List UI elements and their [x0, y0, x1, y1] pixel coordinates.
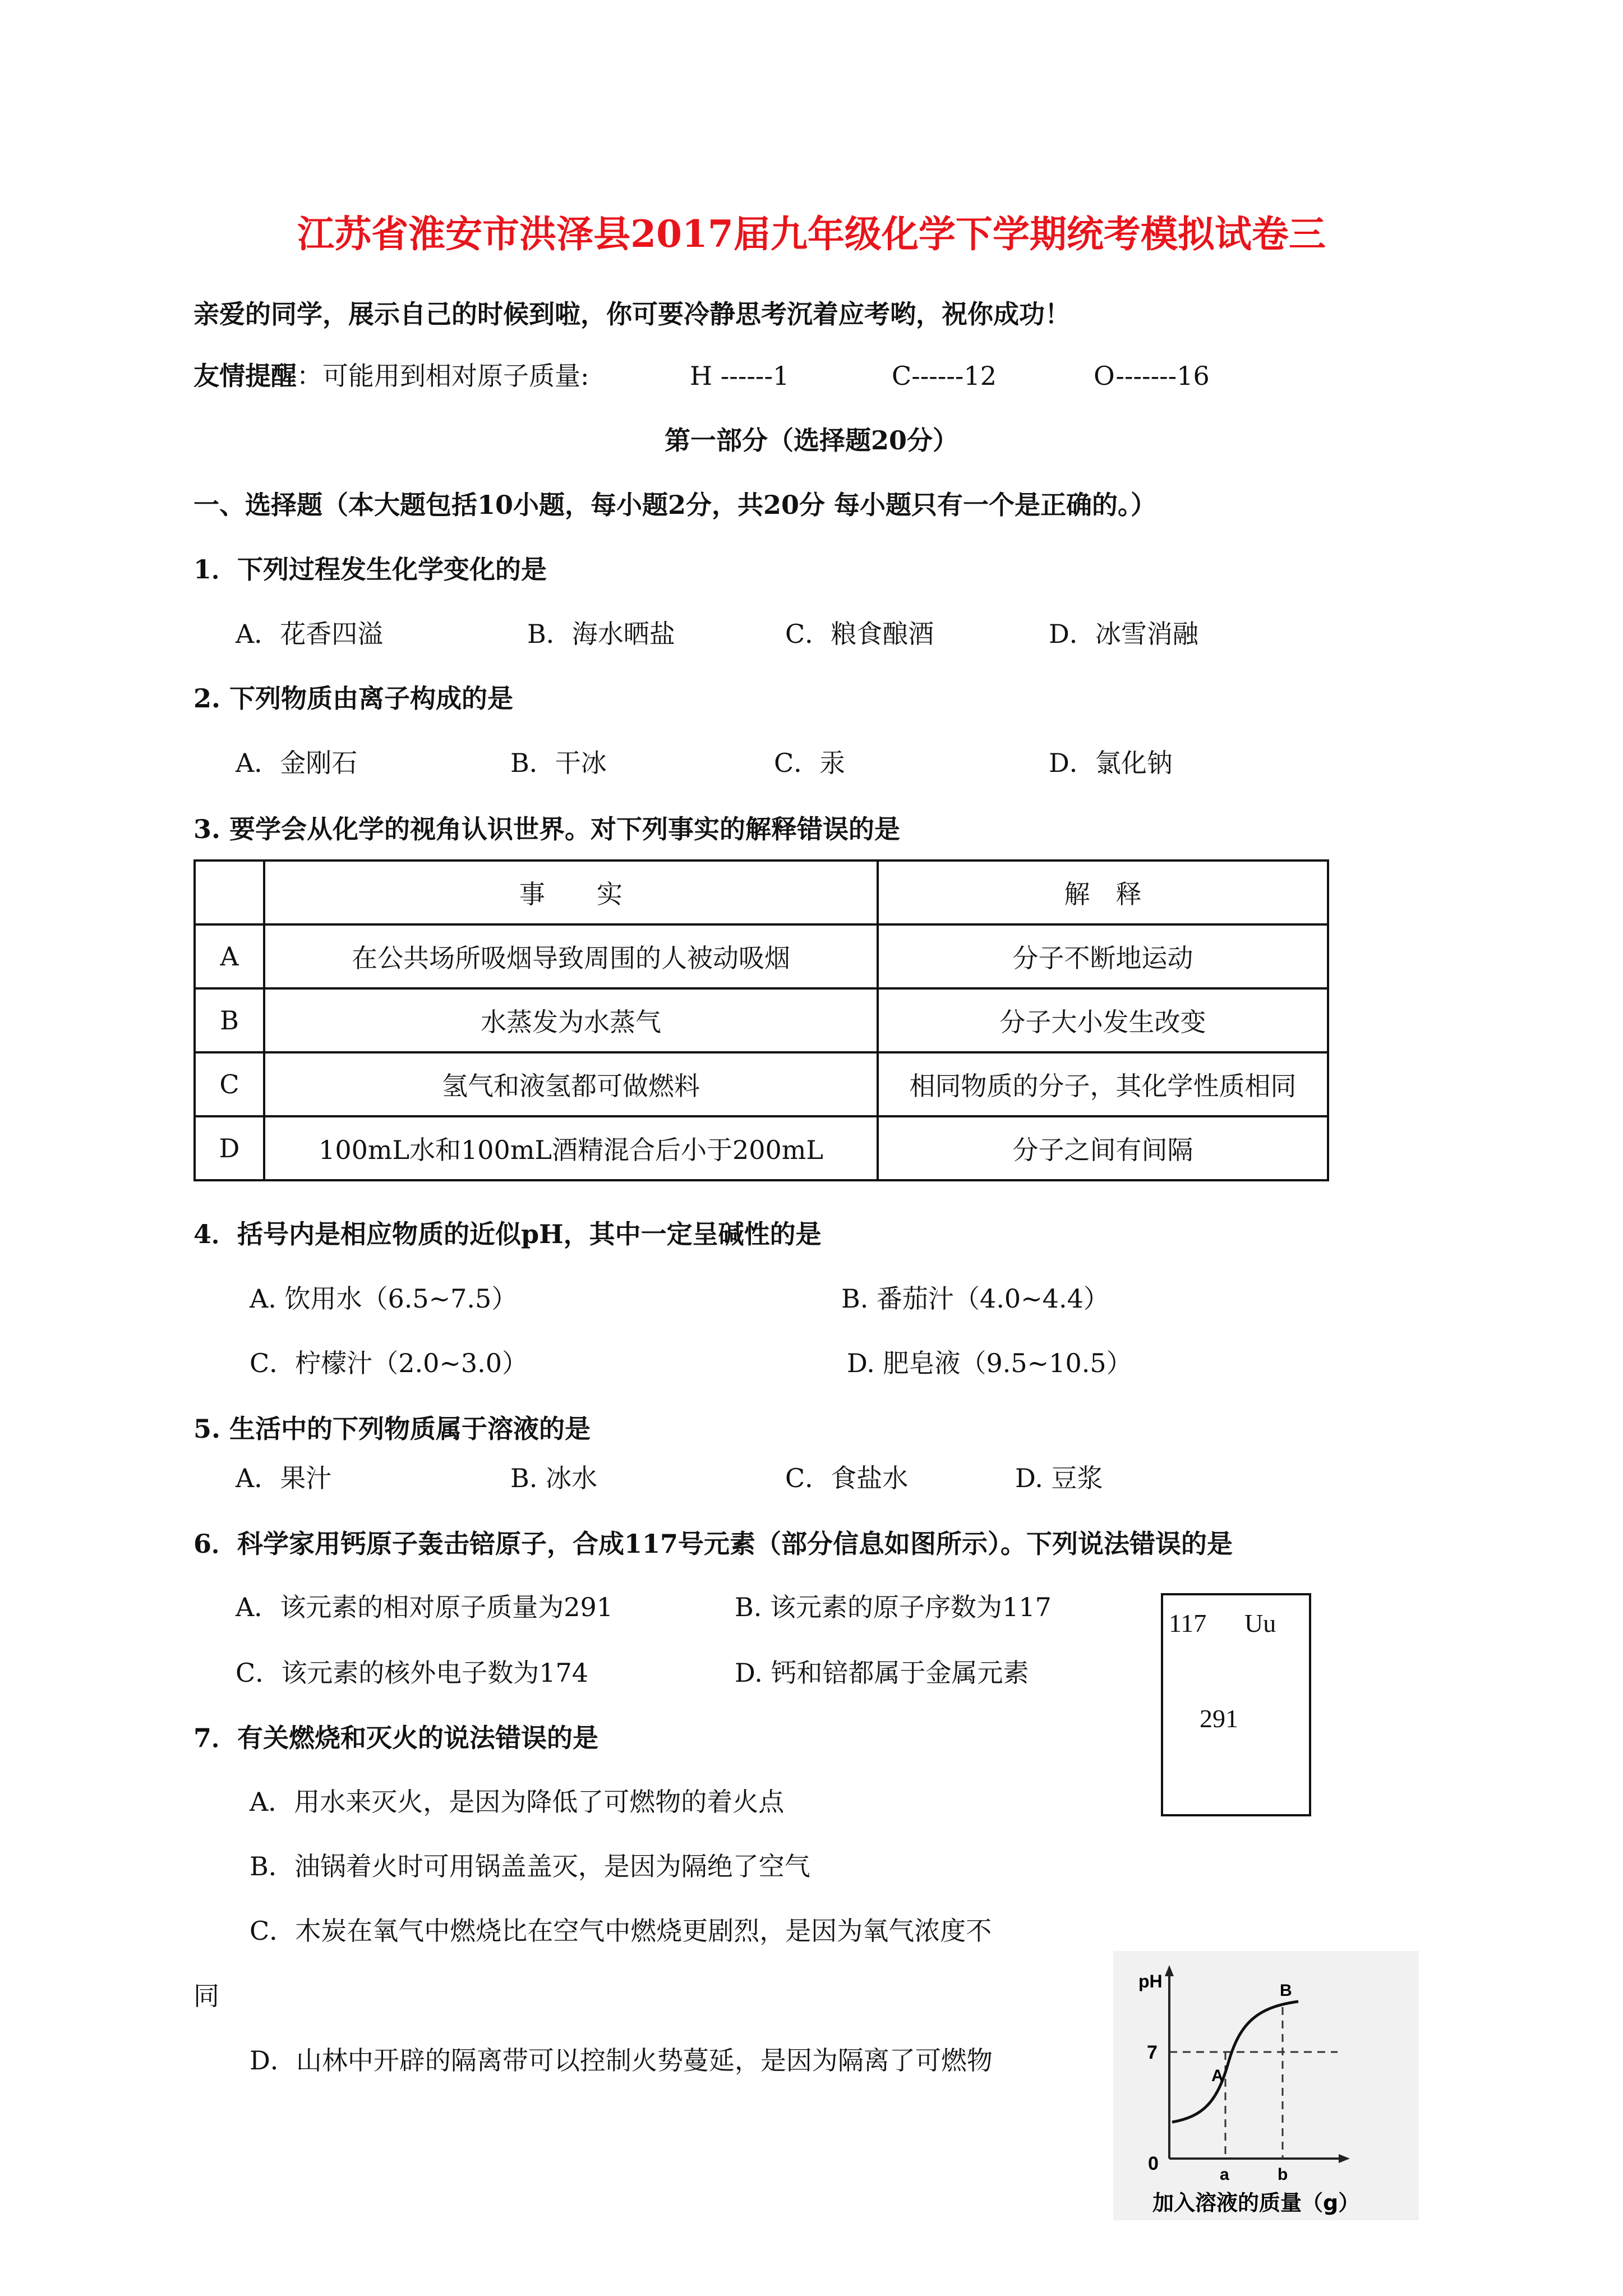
tip-o: O-------16: [1094, 361, 1210, 391]
q6-option-d[interactable]: D. 钙和锫都属于金属元素: [735, 1658, 1029, 1688]
origin-label: 0: [1148, 2153, 1159, 2174]
table-cell: B: [195, 988, 264, 1052]
q6-option-c[interactable]: C．该元素的核外电子数为174: [236, 1658, 588, 1688]
table-cell: 相同物质的分子，其化学性质相同: [878, 1052, 1328, 1116]
q1-option-a[interactable]: A．花香四溢: [236, 619, 384, 649]
q6-option-b[interactable]: B. 该元素的原子序数为117: [735, 1592, 1052, 1622]
table-cell: 分子大小发生改变: [878, 988, 1328, 1052]
ph-graph-svg: [1113, 1951, 1419, 2220]
q1-option-b[interactable]: B．海水晒盐: [527, 619, 675, 649]
tip-line: [193, 359, 589, 393]
table-cell: 100mL水和100mL酒精混合后小于200mL: [264, 1116, 878, 1180]
q4-option-a[interactable]: A. 饮用水（6.5~7.5）: [250, 1283, 518, 1314]
q4-option-b[interactable]: B. 番茄汁（4.0~4.4）: [841, 1283, 1109, 1314]
table-cell: 水蒸发为水蒸气: [264, 988, 878, 1052]
q5-option-d[interactable]: D. 豆浆: [1015, 1463, 1103, 1493]
section-heading: 一、选择题（本大题包括10小题，每小题2分，共20分 每小题只有一个是正确的。）: [193, 490, 1157, 520]
q7-option-a[interactable]: A．用水来灭火，是因为降低了可燃物的着火点: [250, 1787, 785, 1817]
table-row: [195, 1116, 1328, 1180]
q1-option-d[interactable]: D．冰雪消融: [1049, 619, 1198, 649]
table-row: [195, 1052, 1328, 1116]
ph-graph: [1113, 1951, 1419, 2220]
question-3-stem: 3. 要学会从化学的视角认识世界。对下列事实的解释错误的是: [193, 814, 901, 844]
q7-option-b[interactable]: B．油锅着火时可用锅盖盖灭，是因为隔绝了空气: [250, 1851, 810, 1881]
element-mass: 291: [1200, 1704, 1238, 1733]
q2-option-d[interactable]: D．氯化钠: [1049, 748, 1173, 778]
ph-curve: [1172, 2001, 1298, 2122]
table-header-cell: 解 释: [878, 861, 1328, 924]
question-2-stem: 2. 下列物质由离子构成的是: [193, 683, 514, 714]
x-axis-arrow: [1339, 2154, 1350, 2163]
table-cell: 氢气和液氢都可做燃料: [264, 1052, 878, 1116]
question-7-stem: 7．有关燃烧和灭火的说法错误的是: [193, 1723, 599, 1753]
q4-option-c[interactable]: C．柠檬汁（2.0~3.0）: [250, 1348, 528, 1378]
tip-c: C------12: [892, 361, 997, 391]
table-cell: 在公共场所吸烟导致周围的人被动吸烟: [264, 924, 878, 988]
q5-option-a[interactable]: A．果汁: [236, 1463, 332, 1493]
table-header-row: [195, 861, 1328, 924]
element-card: [1161, 1593, 1311, 1816]
point-a-label: A: [1211, 2067, 1224, 2085]
tip-h: H ------1: [690, 361, 790, 391]
y-axis-arrow: [1165, 1965, 1174, 1976]
tip-text: ：可能用到相对原子质量:: [297, 361, 589, 391]
table-cell: A: [195, 924, 264, 988]
page-title: 江苏省淮安市洪泽县2017届九年级化学下学期统考模拟试卷三: [297, 212, 1326, 256]
point-b-label: B: [1280, 1981, 1292, 2000]
y-axis-label: pH: [1138, 1971, 1163, 1991]
q2-option-a[interactable]: A．金刚石: [236, 748, 358, 778]
table-row: [195, 924, 1328, 988]
element-symbol: Uu: [1244, 1609, 1276, 1637]
question-1-stem: 1．下列过程发生化学变化的是: [193, 554, 547, 585]
q7-option-d[interactable]: D．山林中开辟的隔离带可以控制火势蔓延，是因为隔离了可燃物: [250, 2045, 993, 2076]
table-cell: 分子之间有间隔: [878, 1116, 1328, 1180]
question-5-stem: 5. 生活中的下列物质属于溶液的是: [193, 1414, 591, 1444]
q7-option-c-wrap: 同: [193, 1981, 219, 2011]
x-axis-label: 加入溶液的质量（g）: [1152, 2191, 1360, 2215]
facts-table: [193, 859, 1329, 1181]
q7-option-c[interactable]: C．木炭在氧气中燃烧比在空气中燃烧更剧烈，是因为氧气浓度不: [250, 1916, 992, 1946]
q4-option-d[interactable]: D. 肥皂液（9.5~10.5）: [847, 1348, 1132, 1378]
q6-option-a[interactable]: A．该元素的相对原子质量为291: [236, 1592, 614, 1622]
question-6-stem: 6．科学家用钙原子轰击锫原子，合成117号元素（部分信息如图所示）。下列说法错误的是: [193, 1529, 1233, 1559]
table-cell: C: [195, 1052, 264, 1116]
tip-label: 友情提醒: [193, 361, 297, 391]
q5-option-c[interactable]: C．食盐水: [785, 1463, 909, 1493]
q2-option-b[interactable]: B．干冰: [510, 748, 607, 778]
x-tick-b: b: [1278, 2165, 1288, 2184]
x-tick-a: a: [1220, 2165, 1229, 2184]
q2-option-c[interactable]: C．汞: [774, 748, 846, 778]
y-tick-7: 7: [1147, 2042, 1158, 2063]
table-row: [195, 988, 1328, 1052]
question-4-stem: 4．括号内是相应物质的近似pH，其中一定呈碱性的是: [193, 1219, 822, 1249]
q5-option-b[interactable]: B. 冰水: [510, 1463, 598, 1493]
table-header-cell: 事 实: [264, 861, 878, 924]
table-header-cell: [195, 861, 264, 924]
table-cell: D: [195, 1116, 264, 1180]
table-cell: 分子不断地运动: [878, 924, 1328, 988]
greeting: 亲爱的同学，展示自己的时候到啦，你可要冷静思考沉着应考哟，祝你成功！: [193, 299, 1071, 329]
q1-option-c[interactable]: C．粮食酿酒: [785, 619, 934, 649]
part-heading: 第一部分（选择题20分）: [664, 425, 958, 455]
element-number: 117: [1169, 1609, 1207, 1637]
